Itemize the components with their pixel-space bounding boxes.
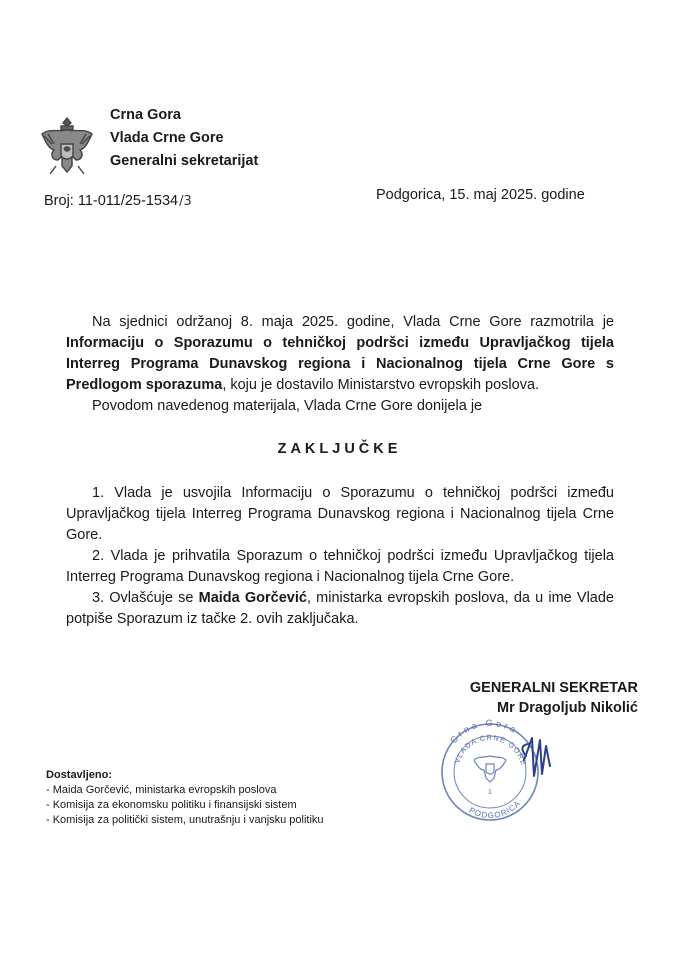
distribution-item: - Komisija za politički sistem, unutrašnju i vanjsku politiku — [46, 814, 324, 826]
document-title: ZAKLJUČKE — [277, 441, 402, 457]
intro-paragraph — [66, 312, 614, 396]
seal-bottom-text: PODGORICA — [467, 798, 523, 821]
conclusion-3-start: 3. Ovlašćuje se — [92, 590, 199, 606]
seal-top-text: Crna Gora — [448, 717, 521, 746]
official-seal — [428, 716, 552, 824]
header-government: Vlada Crne Gore — [110, 130, 224, 146]
conclusions-list — [66, 483, 614, 630]
svg-text:PODGORICA — [468, 799, 523, 821]
distribution-item: - Maida Gorčević, ministarka evropskih poslova — [46, 784, 277, 796]
distribution-list — [46, 768, 324, 828]
reference-number — [44, 193, 192, 209]
reference-number-text: Broj: 11-011/25-1534 — [44, 193, 179, 209]
conclusion-item-3 — [66, 588, 614, 630]
intro-second-paragraph: Povodom navedenog materijala, Vlada Crne Gore donijela je — [92, 398, 483, 414]
conclusion-item-2: 2. Vlada je prihvatila Sporazum o tehničkoj podršci između Upravljačkog tijela Interreg Programa Dunavskog regiona i Nacionalnog tijela Crne Gore. — [66, 548, 614, 585]
seal-emblem-icon — [474, 756, 506, 782]
distribution-heading: Dostavljeno: — [46, 769, 113, 781]
header-secretariat: Generalni sekretarijat — [110, 153, 259, 169]
distribution-item: - Komisija za ekonomsku politiku i finansijski sistem — [46, 799, 297, 811]
handwritten-signature — [522, 738, 550, 776]
seal-middle-text: VLADA CRNE GORE — [452, 732, 529, 768]
place-date: Podgorica, 15. maj 2025. godine — [376, 187, 585, 203]
conclusion-3-end: , ministarka evropskih poslova, da u ime Vlade potpiše Sporazum iz tačke 2. ovih zaključaka. — [66, 590, 614, 627]
institution-header — [110, 104, 258, 173]
seal-number: 1 — [488, 789, 492, 796]
signatory-role: GENERALNI SEKRETAR — [469, 680, 638, 696]
signatory-name: Mr Dragoljub Nikolić — [497, 700, 638, 716]
conclusion-item-1: 1. Vlada je usvojila Informaciju o Sporazumu o tehničkoj podršci između Upravljačkog tijela Interreg Programa Dunavskog regiona i Nacionalnog tijela Crne Gore. — [66, 485, 614, 543]
signature-block — [408, 678, 638, 718]
handwritten-suffix: /3 — [179, 194, 192, 209]
intro-text-end: , koju je dostavilo Ministarstvo evropskih poslova. — [222, 377, 540, 393]
svg-text:VLADA CRNE GORE — [452, 733, 528, 767]
intro-document-title: Informaciju o Sporazumu o tehničkoj podršci između Upravljačkog tijela Interreg Programa Dunavskog regiona i Nacionalnog tijela Crne Gore s Predlogom sporazuma — [66, 335, 614, 393]
coat-of-arms-icon — [36, 114, 98, 180]
conclusion-3-name: Maida Gorčević — [198, 590, 307, 606]
intro-text-start: Na sjednici održanoj 8. maja 2025. godine, Vlada Crne Gore razmotrila je — [92, 314, 614, 330]
header-country: Crna Gora — [110, 107, 181, 123]
